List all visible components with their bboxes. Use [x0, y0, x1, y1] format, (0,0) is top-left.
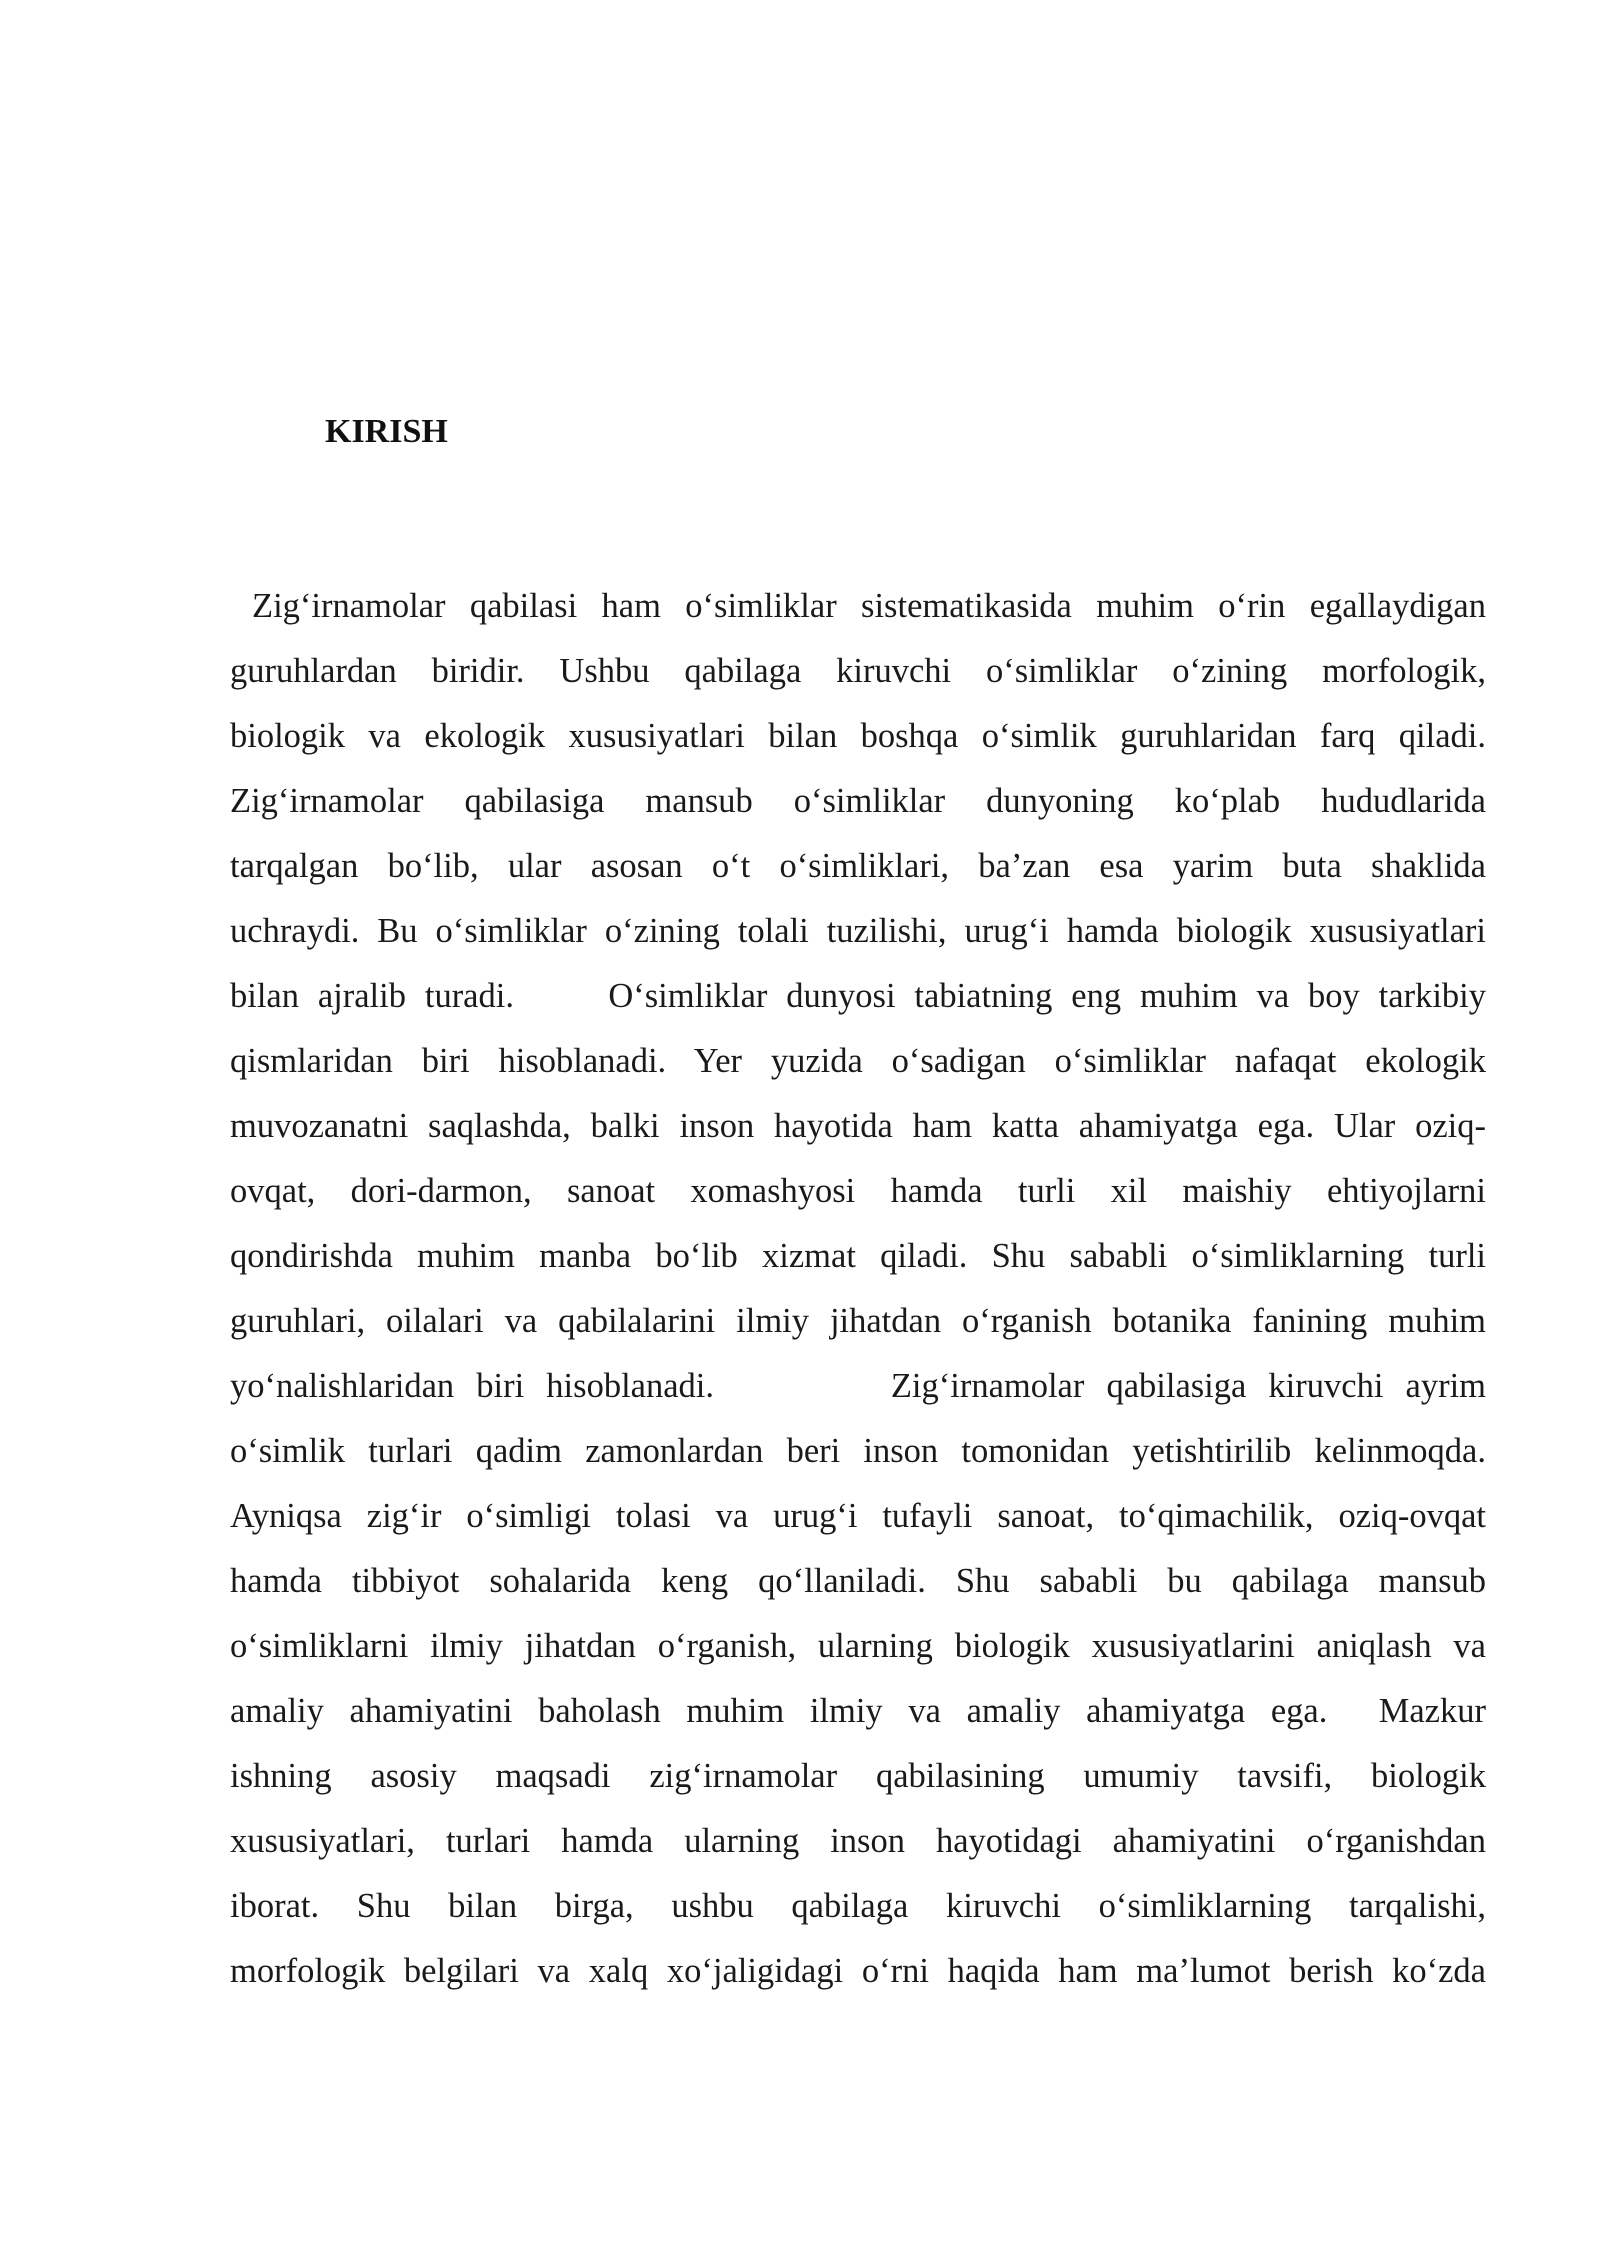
- text-line: hamda tibbiyot sohalarida keng qo‘llaniladi. Shu sababli bu qabilaga mansub: [230, 1562, 1486, 1600]
- text-line: xususiyatlari, turlari hamda ularning inson hayotidagi ahamiyatini o‘rganishdan: [230, 1822, 1486, 1860]
- text-line: bilan ajralib turadi. O‘simliklar dunyosi tabiatning eng muhim va boy tarkibiy: [230, 977, 1486, 1015]
- text-line: ovqat, dori-darmon, sanoat xomashyosi hamda turli xil maishiy ehtiyojlarni: [230, 1172, 1486, 1210]
- text-line: muvozanatni saqlashda, balki inson hayotida ham katta ahamiyatga ega. Ular oziq-: [230, 1107, 1486, 1145]
- text-line: guruhlardan biridir. Ushbu qabilaga kiruvchi o‘simliklar o‘zining morfologik,: [230, 652, 1486, 690]
- text-line: morfologik belgilari va xalq xo‘jaligidagi o‘rni haqida ham ma’lumot berish ko‘zda: [230, 1952, 1486, 1990]
- text-line: guruhlari, oilalari va qabilalarini ilmiy jihatdan o‘rganish botanika fanining muhim: [230, 1302, 1486, 1340]
- text-line: tarqalgan bo‘lib, ular asosan o‘t o‘simliklari, ba’zan esa yarim buta shaklida: [230, 847, 1486, 885]
- section-heading: KIRISH: [325, 413, 448, 450]
- text-line: o‘simliklarni ilmiy jihatdan o‘rganish, ularning biologik xususiyatlarini aniqlash va: [230, 1627, 1486, 1665]
- text-line: o‘simlik turlari qadim zamonlardan beri inson tomonidan yetishtirilib kelinmoqda.: [230, 1432, 1486, 1470]
- body-paragraph: [230, 574, 1486, 2004]
- text-line: yo‘nalishlaridan biri hisoblanadi. Zig‘irnamolar qabilasiga kiruvchi ayrim: [230, 1367, 1486, 1405]
- text-line: qondirishda muhim manba bo‘lib xizmat qiladi. Shu sababli o‘simliklarning turli: [230, 1237, 1486, 1275]
- text-line: qismlaridan biri hisoblanadi. Yer yuzida o‘sadigan o‘simliklar nafaqat ekologik: [230, 1042, 1486, 1080]
- text-line: ishning asosiy maqsadi zig‘irnamolar qabilasining umumiy tavsifi, biologik: [230, 1757, 1486, 1795]
- text-line: Ayniqsa zig‘ir o‘simligi tolasi va urug‘i tufayli sanoat, to‘qimachilik, oziq-ovqat: [230, 1497, 1486, 1535]
- text-line: Zig‘irnamolar qabilasiga mansub o‘simliklar dunyoning ko‘plab hududlarida: [230, 782, 1486, 820]
- text-line: amaliy ahamiyatini baholash muhim ilmiy va amaliy ahamiyatga ega. Mazkur: [230, 1692, 1486, 1730]
- text-line: uchraydi. Bu o‘simliklar o‘zining tolali tuzilishi, urug‘i hamda biologik xususiyatlari: [230, 912, 1486, 950]
- text-line: Zig‘irnamolar qabilasi ham o‘simliklar sistematikasida muhim o‘rin egallaydigan: [252, 587, 1486, 625]
- text-line: biologik va ekologik xususiyatlari bilan boshqa o‘simlik guruhlaridan farq qiladi.: [230, 717, 1486, 755]
- text-line: iborat. Shu bilan birga, ushbu qabilaga kiruvchi o‘simliklarning tarqalishi,: [230, 1887, 1486, 1925]
